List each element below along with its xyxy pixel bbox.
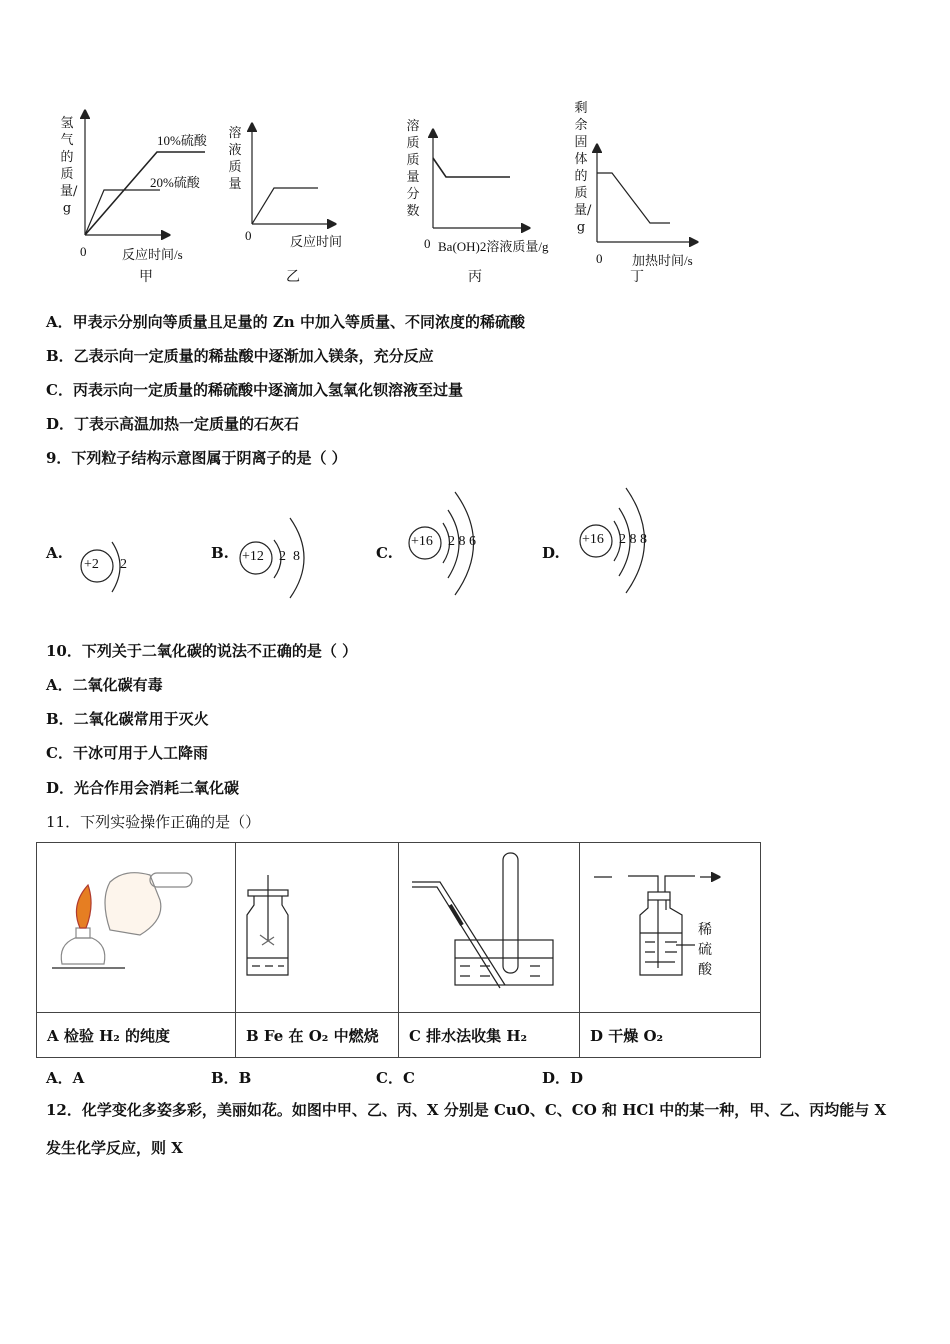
q10-stem: 10．下列关于二氧化碳的说法不正确的是（ ） [46, 642, 358, 660]
q11-table [36, 842, 761, 1058]
graph-yi-origin: 0 [245, 228, 252, 243]
q11-answer-c: C．C [376, 1069, 415, 1087]
graph-yi [252, 125, 334, 224]
series-label-10pct: 10%硫酸 [157, 133, 207, 148]
atom-d-nucleus: +16 [582, 532, 604, 547]
q11-answer-a: A．A [46, 1069, 85, 1087]
graph-ding-ylabel: 剩余固体的质量/g [574, 101, 592, 235]
atom-b-nucleus: +12 [242, 549, 264, 564]
q12-line1: 12．化学变化多姿多彩，美丽如花。如图中甲、乙、丙、X 分别是 CuO、C、CO 和 HCl 中的某一种，甲、乙、丙均能与 X [46, 1101, 887, 1119]
graph-jia-ylabel: 氢气的质量/g [60, 116, 78, 216]
graph-ding-origin: 0 [596, 251, 603, 266]
series-label-20pct: 20%硫酸 [150, 175, 200, 190]
graph-bing-ylabel: 溶质质量分数 [406, 119, 420, 219]
q8-option-a: A．甲表示分别向等质量且足量的 Zn 中加入等质量、不同浓度的稀硫酸 [46, 313, 525, 331]
q8-option-c: C．丙表示向一定质量的稀硫酸中逐滴加入氢氧化钡溶液至过量 [46, 381, 463, 399]
acid-label: 稀硫酸 [698, 922, 712, 978]
atom-a-nucleus: +2 [84, 557, 99, 572]
graph-ding [597, 146, 696, 242]
q9-label-a: A. [46, 544, 63, 562]
caption-b: B Fe 在 O₂ 中燃烧 [236, 1013, 399, 1058]
q9-label-d: D. [542, 544, 560, 562]
graph-jia-origin: 0 [80, 244, 87, 259]
q11-stem: 11．下列实验操作正确的是（） [46, 813, 261, 831]
q8-option-d: D．丁表示高温加热一定质量的石灰石 [46, 415, 300, 433]
q10-option-b: B．二氧化碳常用于灭火 [46, 710, 209, 728]
graph-bing-name: 丙 [468, 270, 482, 285]
atom-c-shells: 2 8 6 [448, 534, 476, 549]
graph-bing [433, 131, 528, 228]
q11-answer-b: B．B [211, 1069, 252, 1087]
q9-label-b: B. [211, 544, 229, 562]
q9-label-c: C. [376, 544, 393, 562]
caption-c: C 排水法收集 H₂ [399, 1013, 580, 1058]
caption-a: A 检验 H₂ 的纯度 [37, 1013, 236, 1058]
graph-ding-xlabel: 加热时间/s [632, 253, 693, 268]
graph-yi-ylabel: 溶液质量 [228, 126, 242, 192]
graph-ding-name: 丁 [630, 270, 644, 285]
q9-stem: 9．下列粒子结构示意图属于阴离子的是（ ） [46, 449, 347, 467]
q12-line2: 发生化学反应，则 X [46, 1139, 183, 1157]
caption-d: D 干燥 O₂ [580, 1013, 761, 1058]
graph-bing-xlabel: Ba(OH)2溶液质量/g [438, 239, 549, 254]
atom-b-shells: 2 8 [279, 549, 300, 564]
q10-option-d: D．光合作用会消耗二氧化碳 [46, 779, 240, 797]
q8-option-b: B．乙表示向一定质量的稀盐酸中逐渐加入镁条，充分反应 [46, 347, 434, 365]
graph-yi-name: 乙 [286, 270, 300, 285]
series-20pct [85, 190, 160, 235]
atom-c-nucleus: +16 [411, 534, 433, 549]
atom-a-shells: 2 [120, 557, 127, 572]
graph-bing-origin: 0 [424, 236, 431, 251]
graph-yi-xlabel: 反应时间 [290, 234, 343, 249]
atom-d-shells: 2 8 8 [619, 532, 647, 547]
q10-option-a: A．二氧化碳有毒 [46, 676, 163, 694]
q10-option-c: C．干冰可用于人工降雨 [46, 744, 208, 762]
graph-jia-name: 甲 [139, 270, 153, 285]
graph-jia-xlabel: 反应时间/s [122, 247, 183, 262]
q11-answer-d: D．D [542, 1069, 584, 1087]
